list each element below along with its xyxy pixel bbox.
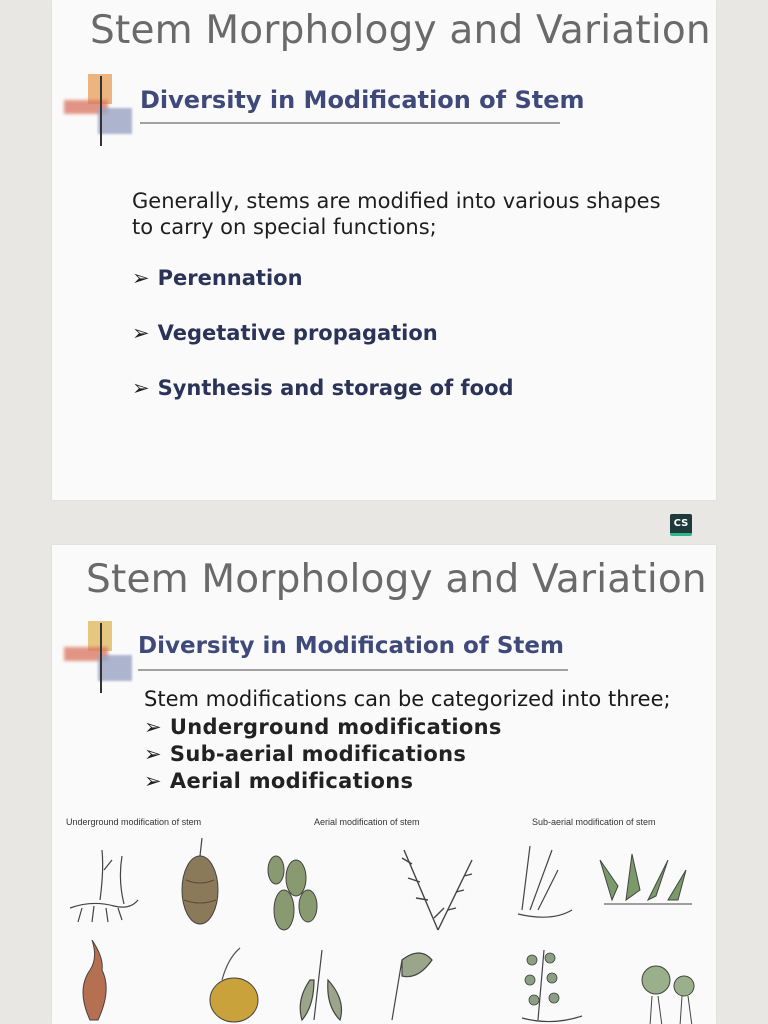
sucker-illustration: [600, 854, 692, 904]
offset-illustration: [642, 966, 694, 1024]
function-list: [132, 266, 514, 431]
arrow-bullet-icon: ➢: [144, 769, 162, 793]
slide-2: [52, 545, 716, 1024]
decorative-squares: [60, 74, 144, 146]
list-item: ➢ Sub-aerial modifications: [144, 742, 467, 766]
figure-caption-aerial: Aerial modification of stem: [314, 817, 420, 827]
slide-title: Stem Morphology and Variation: [90, 8, 711, 53]
bulb-illustration: [83, 940, 106, 1020]
category-list: [144, 715, 502, 796]
stem-modification-illustrations: [52, 830, 716, 1024]
arrow-bullet-icon: ➢: [144, 742, 162, 766]
arrow-bullet-icon: ➢: [144, 715, 162, 739]
runner-illustration: [518, 846, 572, 917]
creeper-illustration: [522, 950, 582, 1022]
subtitle-underline: [140, 122, 560, 124]
list-item: ➢ Vegetative propagation: [132, 321, 438, 345]
slide-1: [52, 0, 716, 500]
list-item: ➢ Synthesis and storage of food: [132, 376, 514, 400]
figure-caption-underground: Underground modification of stem: [66, 817, 202, 827]
rhizome-illustration: [70, 850, 138, 922]
subtitle-underline: [138, 669, 568, 671]
arrow-bullet-icon: ➢: [132, 266, 150, 290]
figure-caption-subaerial: Sub-aerial modification of stem: [532, 817, 656, 827]
list-item: ➢ Aerial modifications: [144, 769, 414, 793]
stem-tendril-illustration: [300, 950, 432, 1020]
slide-title: Stem Morphology and Variation: [86, 557, 707, 602]
slide-subtitle: Diversity in Modification of Stem: [140, 86, 585, 114]
list-item: ➢ Underground modifications: [144, 715, 502, 739]
slide-subtitle: Diversity in Modification of Stem: [138, 633, 564, 659]
list-item: ➢ Perennation: [132, 266, 303, 290]
corm-illustration: [182, 838, 218, 924]
phylloclade-illustration: [268, 856, 317, 930]
cladode-illustration: [402, 850, 472, 930]
tuber-illustration: [210, 948, 258, 1022]
arrow-bullet-icon: ➢: [132, 321, 150, 345]
decorative-squares: [60, 621, 144, 693]
intro-text: Generally, stems are modified into various shapes to carry on special functions;: [132, 189, 661, 239]
camscanner-badge: CS: [670, 514, 692, 536]
intro-text: Stem modifications can be categorized into three;: [144, 687, 671, 711]
arrow-bullet-icon: ➢: [132, 376, 150, 400]
